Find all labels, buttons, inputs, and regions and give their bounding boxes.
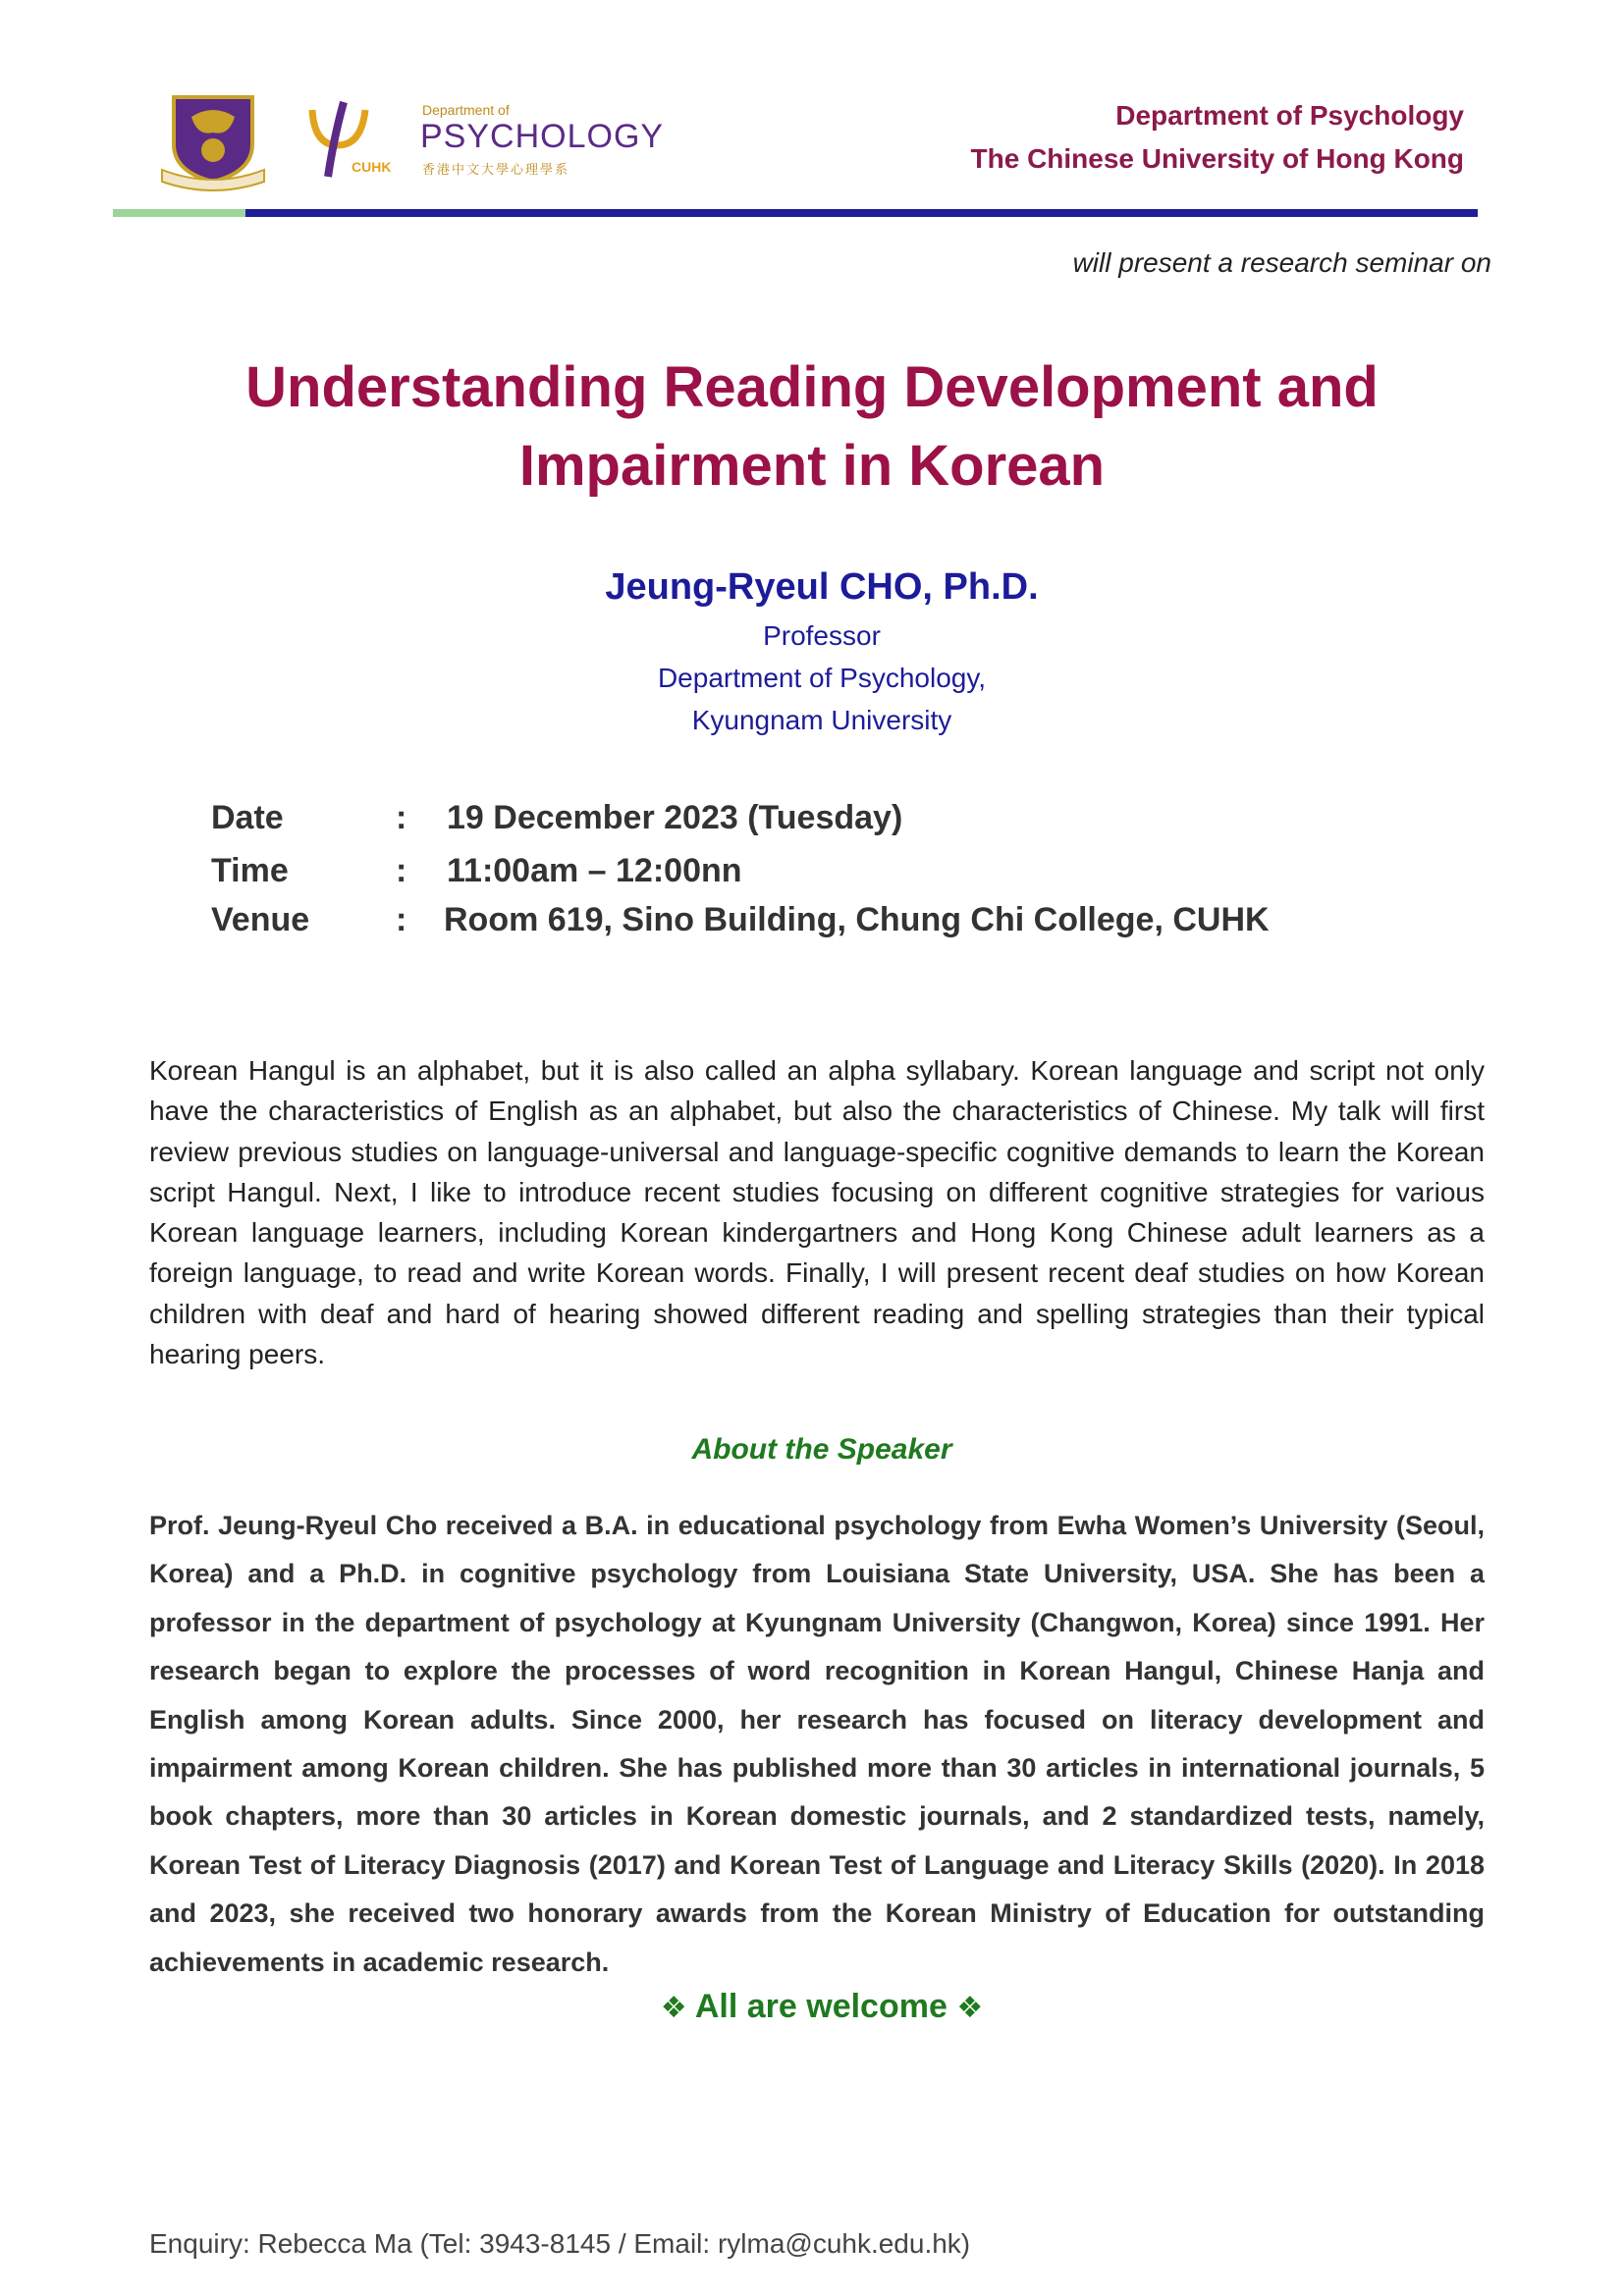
venue-label: Venue (211, 901, 310, 938)
header-university: The Chinese University of Hong Kong (970, 143, 1464, 174)
header-rule-accent (113, 209, 245, 217)
speaker-name: Jeung-Ryeul CHO, Ph.D. (605, 566, 1039, 608)
seminar-title-line-1: Understanding Reading Development and (245, 355, 1379, 419)
about-speaker-heading: About the Speaker (691, 1433, 952, 1466)
intro-line: will present a research seminar on (1072, 247, 1491, 278)
venue-colon: : (396, 901, 407, 938)
logo-cuhk-text: CUHK (352, 159, 392, 175)
speaker-bio-paragraph: Prof. Jeung-Ryeul Cho received a B.A. in educational psychology from Ewha Women’s University (Seoul, Korea) and a Ph.D. in cognitive psychology from Louisiana State University, USA. She has been a professor in the department of psychology at Kyungnam University (Changwon, Korea) since 1991. Her research began to explore the processes of word recognition in Korean Hangul, Chinese Hanja and English among Korean adults. Since 2000, her research has focused on literacy development and impairment among Korean children. She has published more than 30 articles in international journals, 5 book chapters, more than 30 articles in Korean domestic journals, and 2 standardized tests, namely, Korean Test of Literacy Diagnosis (2017) and Korean Test of Language and Literacy Skills (2020). In 2018 and 2023, she received two honorary awards from the Korean Ministry of Education for outstanding achievements in academic research. (149, 1511, 1485, 1977)
welcome-text: All are welcome (694, 1988, 947, 2025)
speaker-position: Professor (763, 620, 881, 651)
venue-value: Room 619, Sino Building, Chung Chi College, CUHK (444, 901, 1270, 938)
logo-psychology-text: PSYCHOLOGY (420, 118, 665, 155)
welcome-line (0, 1988, 1624, 2026)
date-colon: : (396, 799, 407, 836)
speaker-department: Department of Psychology, (657, 663, 987, 693)
seminar-title (0, 348, 1624, 506)
enquiry-line: Enquiry: Rebecca Ma (Tel: 3943-8145 / Email: rylma@cuhk.edu.hk) (149, 2228, 971, 2259)
speaker-university: Kyungnam University (691, 705, 952, 735)
header-department: Department of Psychology (1115, 100, 1464, 131)
time-label: Time (211, 852, 289, 889)
time-colon: : (396, 852, 407, 889)
psychology-department-logo (304, 98, 665, 187)
date-value: 19 December 2023 (Tuesday) (447, 799, 903, 836)
university-crest-logo (160, 93, 266, 191)
seminar-title-line-2: Impairment in Korean (518, 434, 1106, 498)
logo-chinese-text: 香港中文大學心理學系 (422, 162, 570, 177)
date-label: Date (211, 799, 284, 836)
time-value: 11:00am – 12:00nn (447, 852, 742, 889)
header-rule (245, 209, 1478, 217)
logo-department-of-text: Department of (422, 102, 510, 118)
diamond-ornament-icon: ❖ (660, 1992, 687, 2024)
diamond-ornament-icon: ❖ (956, 1992, 984, 2024)
abstract-paragraph: Korean Hangul is an alphabet, but it is also called an alpha syllabary. Korean language and script not only have the characteristics of English as an alphabet, but also the characteristics of Chinese. My talk will first review previous studies on language-universal and language-specific cognitive demands to learn the Korean script Hangul. Next, I like to introduce recent studies focusing on different cognitive strategies for various Korean language learners, including Korean kindergartners and Hong Kong Chinese adult learners as a foreign language, to read and write Korean words. Finally, I will present recent deaf studies on how Korean children with deaf and hard of hearing showed different reading and spelling strategies than their typical hearing peers. (149, 1055, 1485, 1370)
